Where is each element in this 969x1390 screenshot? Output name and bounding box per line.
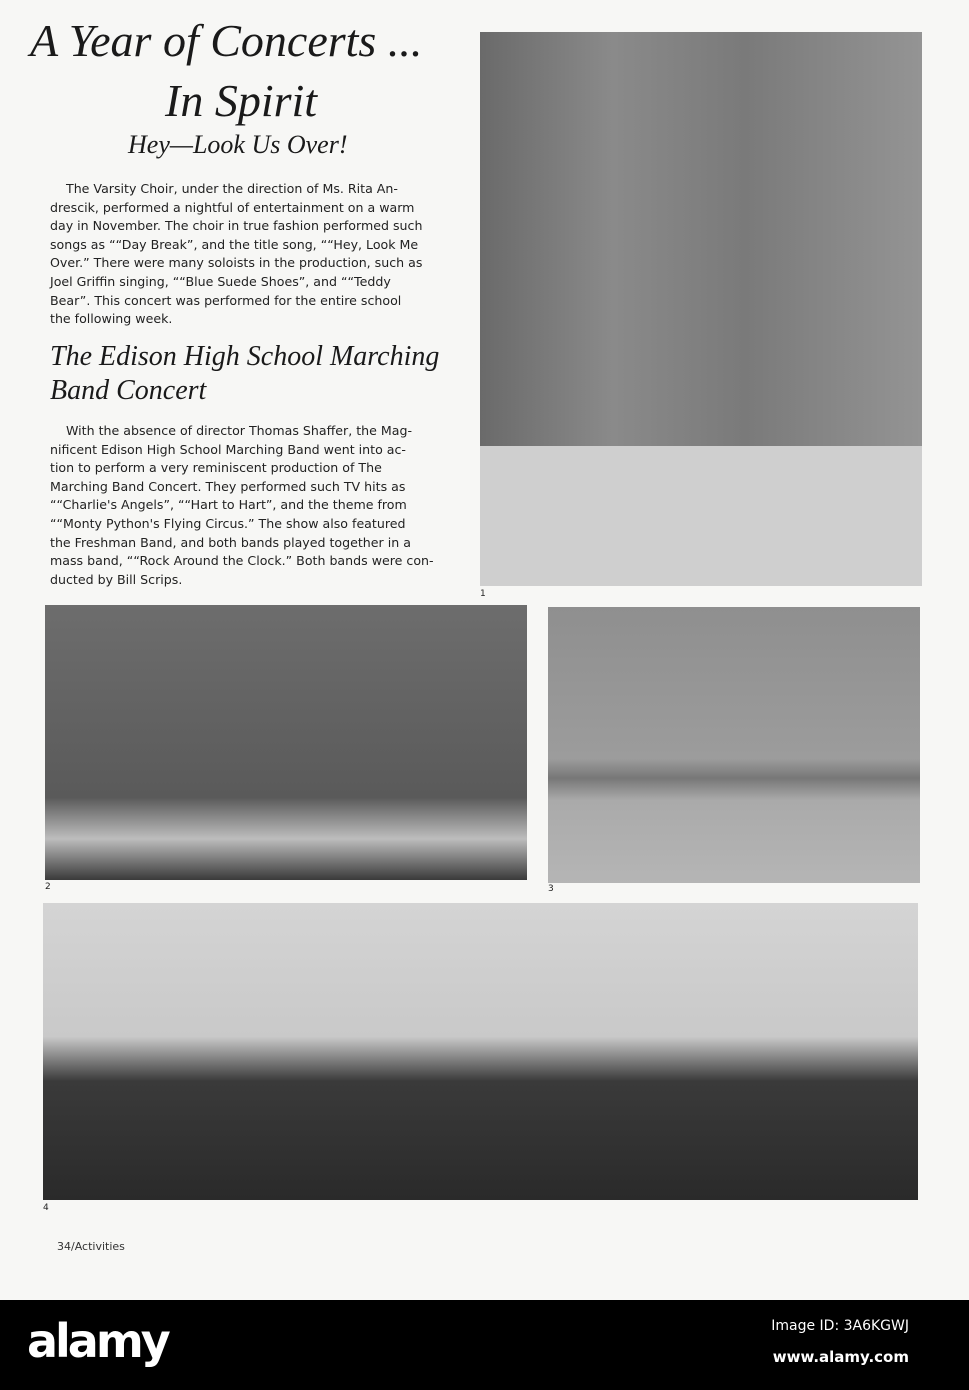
text-line: Bear”. This concert was performed for the entire school xyxy=(50,292,402,308)
image-id: Image ID: 3A6KGWJ xyxy=(771,1318,909,1334)
text-line: the following week. xyxy=(50,311,173,327)
photo-caption: 4 xyxy=(43,1203,49,1213)
watermark-bar xyxy=(0,1300,969,1390)
text-line: songs as ““Day Break”, and the title song, ““Hey, Look Me xyxy=(50,236,419,252)
text-line: ““Monty Python's Flying Circus.” The show also featured xyxy=(50,515,406,531)
photo-marching-band-stage xyxy=(45,605,527,880)
page-title-line2: In Spirit xyxy=(165,75,318,126)
text-line: The Varsity Choir, under the direction of Ms. Rita An- xyxy=(66,181,398,196)
text-line: mass band, ““Rock Around the Clock.” Both bands were con- xyxy=(50,553,434,569)
photo-trumpets-balcony xyxy=(548,607,920,883)
text-line: drescik, performed a nightful of entertainment on a warm xyxy=(50,199,415,215)
photo-caption: 3 xyxy=(548,884,554,894)
text-line: Marching Band Concert. They performed such TV hits as xyxy=(50,478,406,494)
photo-mass-band xyxy=(43,903,918,1200)
watermark-url: www.alamy.com xyxy=(772,1348,909,1366)
text-line: tion to perform a very reminiscent production of The xyxy=(50,460,382,476)
text-line: Joel Griffin singing, ““Blue Suede Shoes”, and ““Teddy xyxy=(50,273,391,289)
photo-caption: 2 xyxy=(45,882,51,892)
text-line: the Freshman Band, and both bands played together in a xyxy=(50,534,411,550)
text-line: nificent Edison High School Marching Band went into ac- xyxy=(50,441,406,457)
alamy-logo: alamy xyxy=(27,1314,168,1368)
text-line: With the absence of director Thomas Shaffer, the Mag- xyxy=(66,423,413,438)
photo-conductor-stage xyxy=(480,32,922,586)
photo-caption: 1 xyxy=(480,589,486,599)
page-title: A Year of Concerts ... xyxy=(30,15,423,66)
text-line: day in November. The choir in true fashion performed such xyxy=(50,218,423,234)
text-line: ““Charlie's Angels”, ““Hart to Hart”, and the theme from xyxy=(50,497,407,513)
text-line: Over.” There were many soloists in the production, such as xyxy=(50,255,423,271)
choir-paragraph xyxy=(50,180,460,329)
band-paragraph xyxy=(50,422,460,589)
section-heading: The Edison High School Marching Band Concert xyxy=(50,341,440,406)
page-footer: 34/Activities xyxy=(57,1240,125,1253)
subtitle: Hey—Look Us Over! xyxy=(128,130,348,159)
text-line: ducted by Bill Scrips. xyxy=(50,571,183,587)
